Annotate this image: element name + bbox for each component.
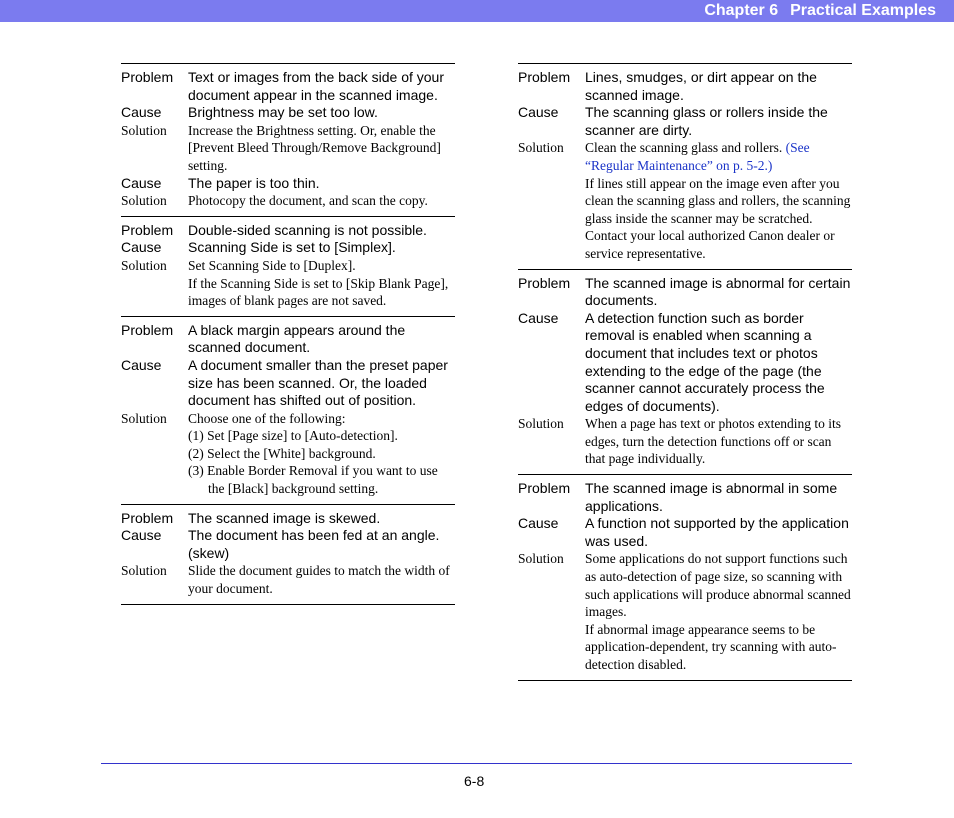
problem-label: Problem — [518, 480, 571, 497]
solution-option: (1) Set [Page size] to [Auto-detection]. — [188, 428, 398, 444]
cause-label: Cause — [121, 174, 162, 191]
troubleshooting-entry — [121, 504, 455, 605]
cause-text: Brightness may be set too low. — [188, 104, 378, 121]
regular-maintenance-link[interactable]: (See “Regular Maintenance” on p. 5-2.) — [585, 140, 810, 173]
problem-text: Double-sided scanning is not possible. — [188, 221, 427, 238]
solution-text: When a page has text or photos extending to its edges, turn the detection functions off or scan that page individually. — [585, 416, 842, 467]
troubleshooting-entry — [121, 63, 455, 216]
solution-note: If lines still appear on the image even after you clean the scanning glass and rollers, the scanning glass inside the scanner may be scratched. Contact your local authorized Canon dealer or service representative. — [585, 175, 851, 261]
solution-option: (3) Enable Border Removal if you want to use the [Black] background setting. — [188, 463, 438, 497]
problem-label: Problem — [518, 274, 571, 291]
problem-label: Problem — [121, 221, 174, 238]
problem-label: Problem — [518, 69, 571, 85]
page-number: 6-8 — [464, 773, 485, 789]
problem-text: The scanned image is skewed. — [188, 509, 381, 526]
cause-label: Cause — [518, 104, 559, 121]
problem-text: The scanned image is abnormal in some applications. — [585, 480, 838, 514]
right-column — [518, 63, 852, 681]
problem-text: Lines, smudges, or dirt appear on the scanned image. — [585, 69, 817, 103]
troubleshooting-entry — [518, 269, 852, 475]
problem-label: Problem — [121, 321, 174, 338]
solution-label: Solution — [121, 410, 167, 426]
troubleshooting-entry — [518, 63, 852, 269]
solution-text: Choose one of the following: — [188, 410, 346, 426]
solution-note: If abnormal image appearance seems to be application-dependent, try scanning with auto-detection disabled. — [585, 621, 837, 672]
cause-text: The paper is too thin. — [188, 174, 320, 191]
solution-label: Solution — [121, 257, 167, 273]
header-bar — [0, 0, 954, 22]
troubleshooting-entry — [518, 474, 852, 681]
chapter-label: Chapter 6 — [704, 2, 779, 19]
cause-label: Cause — [518, 515, 559, 532]
cause-label: Cause — [121, 527, 162, 544]
cause-label: Cause — [121, 239, 162, 256]
troubleshooting-entry — [121, 316, 455, 504]
cause-text: A function not supported by the application was used. — [585, 515, 849, 549]
solution-label: Solution — [518, 416, 564, 432]
cause-label: Cause — [518, 309, 559, 326]
cause-label: Cause — [121, 356, 162, 373]
chapter-title: Practical Examples — [790, 2, 936, 19]
cause-label: Cause — [121, 104, 162, 121]
troubleshooting-entry — [121, 216, 455, 316]
solution-text: Photocopy the document, and scan the copy. — [188, 193, 428, 209]
problem-text: The scanned image is abnormal for certain documents. — [585, 274, 851, 309]
solution-text: Set Scanning Side to [Duplex]. — [188, 257, 356, 273]
solution-label: Solution — [121, 193, 167, 209]
solution-label: Solution — [518, 140, 564, 156]
solution-text: Some applications do not support functions such as auto-detection of page size, so scanning with such applications will produce abnormal scanned images. — [585, 551, 851, 620]
footer-rule — [101, 763, 852, 764]
solution-note: If the Scanning Side is set to [Skip Blank Page], images of blank pages are not saved. — [188, 275, 449, 309]
left-column — [121, 63, 455, 605]
cause-text: A document smaller than the preset paper size has been scanned. Or, the loaded document has shifted out of position. — [188, 356, 448, 409]
problem-label: Problem — [121, 509, 174, 526]
solution-text: Slide the document guides to match the width of your document. — [188, 563, 450, 597]
cause-text: The scanning glass or rollers inside the scanner are dirty. — [585, 104, 828, 138]
solution-text: Clean the scanning glass and rollers. — [585, 140, 783, 156]
solution-label: Solution — [121, 122, 167, 138]
solution-text: Increase the Brightness setting. Or, enable the [Prevent Bleed Through/Remove Background] setting. — [188, 122, 441, 173]
cause-text: Scanning Side is set to [Simplex]. — [188, 239, 396, 256]
problem-text: A black margin appears around the scanned document. — [188, 321, 406, 356]
problem-label: Problem — [121, 69, 174, 85]
cause-text: A detection function such as border removal is enabled when scanning a document that includes text or photos extending to the edge of the page (the scanner cannot accurately process the edges of documents). — [585, 309, 825, 414]
solution-option: (2) Select the [White] background. — [188, 445, 376, 461]
header-title — [704, 2, 936, 20]
solution-label: Solution — [518, 551, 564, 567]
problem-text: Text or images from the back side of your document appear in the scanned image. — [188, 69, 444, 103]
cause-text: The document has been fed at an angle. (skew) — [188, 527, 440, 561]
solution-label: Solution — [121, 563, 167, 579]
